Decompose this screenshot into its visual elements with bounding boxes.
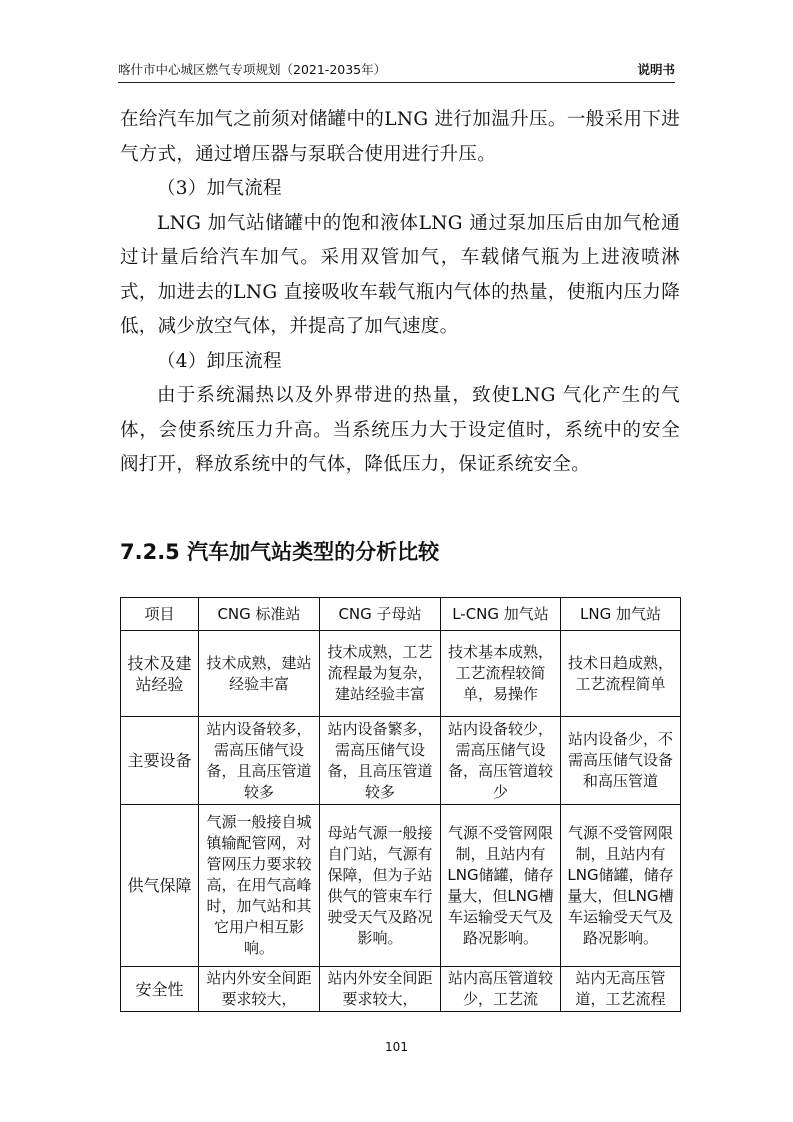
section-title: 7.2.5 汽车加气站类型的分析比较 (120, 540, 440, 564)
column-header: CNG 标准站 (199, 598, 320, 631)
row-label: 主要设备 (121, 717, 199, 805)
table-cell: 技术日趋成熟，工艺流程简单 (561, 631, 681, 717)
document-type: 说明书 (637, 62, 675, 77)
table-cell: 技术成熟，工艺流程最为复杂，建站经验丰富 (320, 631, 441, 717)
table-cell: 技术基本成熟，工艺流程较简单，易操作 (441, 631, 561, 717)
subheading: （4）卸压流程 (157, 350, 282, 372)
page-header (118, 60, 675, 83)
comparison-table (120, 597, 681, 1012)
row-label: 技术及建站经验 (121, 631, 199, 717)
paragraph: 在给汽车加气之前须对储罐中的LNG 进行加温升压。一般采用下进气方式，通过增压器与泵联合使用进行升压。 (120, 109, 680, 165)
table-row (121, 805, 681, 967)
table-header-row (121, 598, 681, 631)
row-label: 安全性 (121, 967, 199, 1012)
table-row (121, 717, 681, 805)
page-number: 101 (385, 1040, 408, 1054)
table-row (121, 631, 681, 717)
table-cell: 站内设备少，不需高压储气设备和高压管道 (561, 717, 681, 805)
table-cell: 站内设备较少，需高压储气设备，高压管道较少 (441, 717, 561, 805)
table-cell: 技术成熟，建站经验丰富 (199, 631, 320, 717)
table-cell: 气源一般接自城镇输配管网，对管网压力要求较高，在用气高峰时，加气站和其它用户相互影响。 (199, 805, 320, 967)
column-header: 项目 (121, 598, 199, 631)
table-cell: 站内外安全间距要求较大， (199, 967, 320, 1012)
column-header: LNG 加气站 (561, 598, 681, 631)
table-cell: 站内设备繁多，需高压储气设备，且高压管道较多 (320, 717, 441, 805)
column-header: CNG 子母站 (320, 598, 441, 631)
table-cell: 气源不受管网限制，且站内有LNG储罐，储存量大，但LNG槽车运输受天气及路况影响。 (561, 805, 681, 967)
paragraph: 由于系统漏热以及外界带进的热量，致使LNG 气化产生的气体，会使系统压力升高。当系统压力大于设定值时，系统中的安全阀打开，释放系统中的气体，降低压力，保证系统安全。 (120, 385, 680, 475)
body-text (120, 103, 680, 483)
table-cell: 站内无高压管道，工艺流程 (561, 967, 681, 1012)
column-header: L-CNG 加气站 (441, 598, 561, 631)
table-cell: 站内设备较多，需高压储气设备，且高压管道较多 (199, 717, 320, 805)
paragraph: LNG 加气站储罐中的饱和液体LNG 通过泵加压后由加气枪通过计量后给汽车加气。采用双管加气，车载储气瓶为上进液喷淋式，加进去的LNG 直接吸收车载气瓶内气体的热量，使瓶内压力降低，减少放空气体，并提高了加气速度。 (120, 212, 680, 337)
table-cell: 站内高压管道较少，工艺流 (441, 967, 561, 1012)
table-row (121, 967, 681, 1012)
table-cell: 气源不受管网限制，且站内有LNG储罐，储存量大，但LNG槽车运输受天气及路况影响。 (441, 805, 561, 967)
document-title: 喀什市中心城区燃气专项规划（2021-2035年） (118, 62, 387, 77)
table-cell: 母站气源一般接自门站，气源有保障，但为子站供气的管束车行驶受天气及路况影响。 (320, 805, 441, 967)
row-label: 供气保障 (121, 805, 199, 967)
subheading: （3）加气流程 (157, 178, 282, 199)
table-cell: 站内外安全间距要求较大， (320, 967, 441, 1012)
